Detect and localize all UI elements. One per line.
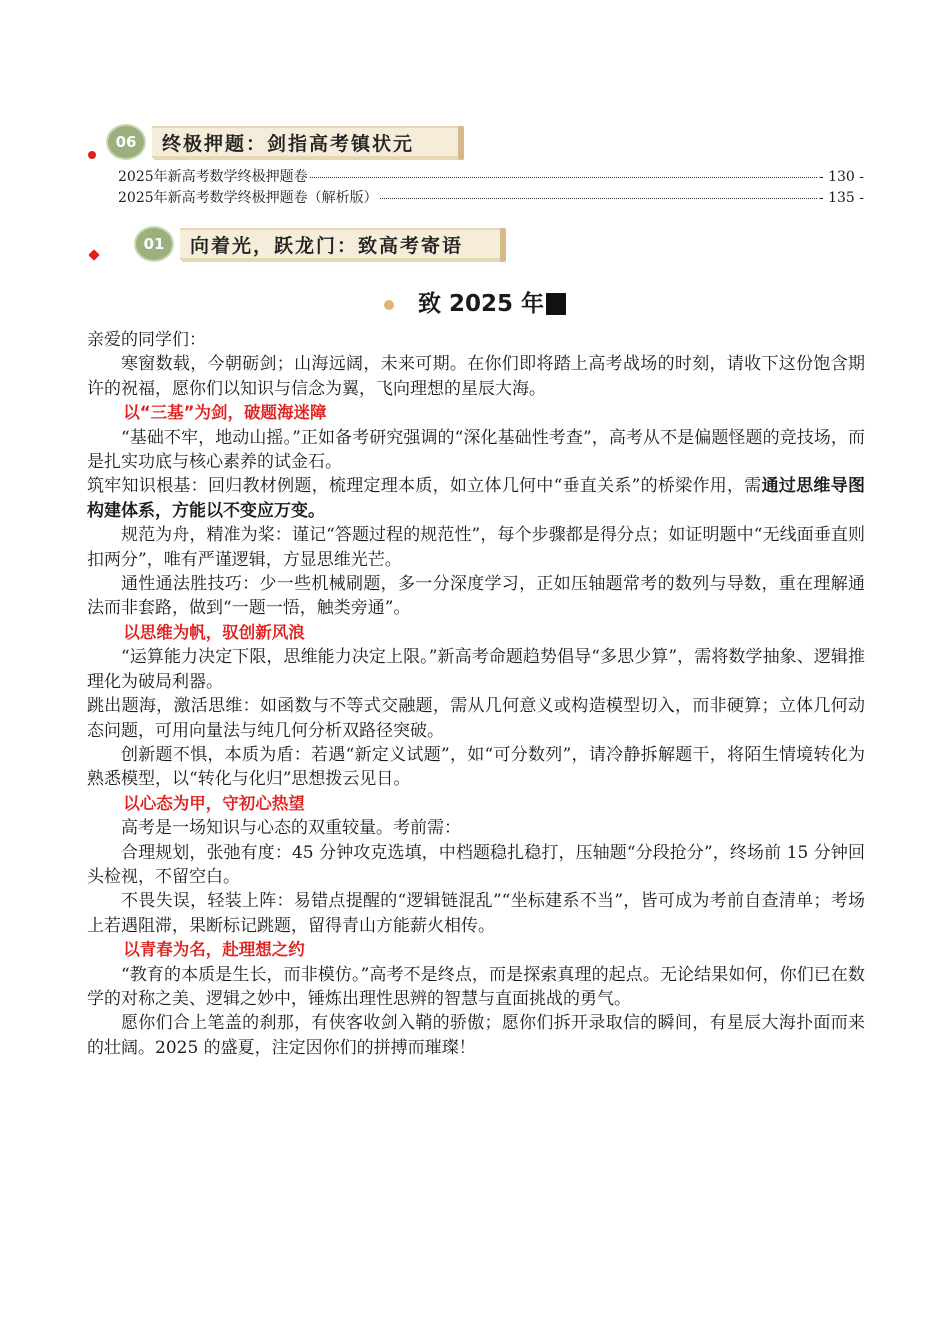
toc-entry[interactable] <box>118 189 864 207</box>
section-title-scroll <box>180 228 502 260</box>
section-number-badge: 01 <box>134 226 174 262</box>
section-subtitle: 以思维为帆，驭创新风浪 <box>123 622 305 642</box>
bullet-dot-icon <box>88 151 96 159</box>
paragraph <box>87 474 865 523</box>
section-banner-01 <box>86 224 510 262</box>
paragraph-bold-text: 通过思维导图构建体系，方能以不变应万变。 <box>87 476 865 521</box>
toc-leader <box>380 198 817 199</box>
toc-entry-page: - 130 - <box>818 169 864 185</box>
section-number-badge: 06 <box>106 124 146 160</box>
paragraph: 愿你们合上笔盖的刹那，有侠客收剑入鞘的骄傲；愿你们拆开录取信的瞬间，有星辰大海扑面而来的壮阔。2025 的盛夏，注定因你们的拼搏而璀璨！ <box>87 1013 865 1058</box>
greeting: 亲爱的同学们： <box>87 330 206 350</box>
section-title: 终极押题：剑指高考镇状元 <box>162 132 415 155</box>
redacted-block <box>546 293 566 315</box>
section-subtitle: 以“三基”为剑，破题海迷障 <box>123 403 327 423</box>
paragraph: 合理规划，张弛有度：45 分钟攻克选填，中档题稳扎稳打，压轴题“分段抢分”，终场前 15 分钟回头检视，不留空白。 <box>87 842 865 887</box>
section-title: 向着光，跃龙门：致高考寄语 <box>190 234 464 257</box>
toc-entry-page: - 135 - <box>818 190 864 206</box>
toc-entry-title: 2025年新高考数学终极押题卷（解析版） <box>118 190 378 206</box>
letter-heading <box>0 285 950 318</box>
toc-leader <box>310 177 817 178</box>
paragraph: 创新题不惧，本质为盾：若遇“新定义试题”，如“可分数列”，请冷静拆解题干，将陌生情境转化为熟悉模型，以“转化与化归”思想拨云见日。 <box>87 744 865 790</box>
paragraph: 不畏失误，轻装上阵：易错点提醒的“逻辑链混乱”“坐标建系不当”，皆可成为考前自查清单；考场上若遇阻滞，果断标记跳题，留得青山方能薪火相传。 <box>87 891 865 936</box>
paragraph-text: 筑牢知识根基：回归教材例题，梳理定理本质，如立体几何中“垂直关系”的桥梁作用，需 <box>87 476 762 497</box>
paragraph: 规范为舟，精准为桨：谨记“答题过程的规范性”，每个步骤都是得分点；如证明题中“无线面垂直则扣两分”，唯有严谨逻辑，方显思维光芒。 <box>87 525 865 570</box>
section-subtitle: 以青春为名，赴理想之约 <box>123 940 305 960</box>
paragraph: “教育的本质是生长，而非模仿。”高考不是终点，而是探索真理的起点。无论结果如何，你们已在数学的对称之美、逻辑之妙中，锤炼出理性思辨的智慧与直面挑战的勇气。 <box>87 964 865 1009</box>
paragraph: “基础不牢，地动山摇。”正如备考研究强调的“深化基础性考查”，高考从不是偏题怪题的竞技场，而是扎实功底与核心素养的试金石。 <box>87 427 865 473</box>
paragraph: 高考是一场知识与心态的双重较量。考前需： <box>121 818 461 839</box>
paragraph: 寒窗数载，今朝砺剑；山海远阔，未来可期。在你们即将踏上高考战场的时刻，请收下这份饱含期许的祝福，愿你们以知识与信念为翼，飞向理想的星辰大海。 <box>87 354 865 399</box>
letter-body <box>87 328 865 1060</box>
paragraph: 通性通法胜技巧：少一些机械刷题，多一分深度学习，正如压轴题常考的数列与导数，重在理解通法而非套路，做到“一题一悟，触类旁通”。 <box>87 574 865 619</box>
paragraph: “运算能力决定下限，思维能力决定上限。”新高考命题趋势倡导“多思少算”，需将数学抽象、逻辑推理化为破局利器。 <box>87 647 865 692</box>
toc-entry-title: 2025年新高考数学终极押题卷 <box>118 169 308 185</box>
section-subtitle: 以心态为甲，守初心热望 <box>123 793 305 813</box>
section-banner-06 <box>86 124 466 162</box>
section-title-scroll <box>152 126 460 158</box>
letter-heading-text: 致 2025 年 <box>417 291 545 317</box>
heading-bullet-icon <box>384 300 394 310</box>
paragraph: 跳出题海，激活思维：如函数与不等式交融题，需从几何意义或构造模型切入，而非硬算；立体几何动态问题，可用向量法与纯几何分析双路径突破。 <box>87 696 865 741</box>
toc-entry[interactable] <box>118 168 864 186</box>
bullet-diamond-icon <box>88 249 99 260</box>
